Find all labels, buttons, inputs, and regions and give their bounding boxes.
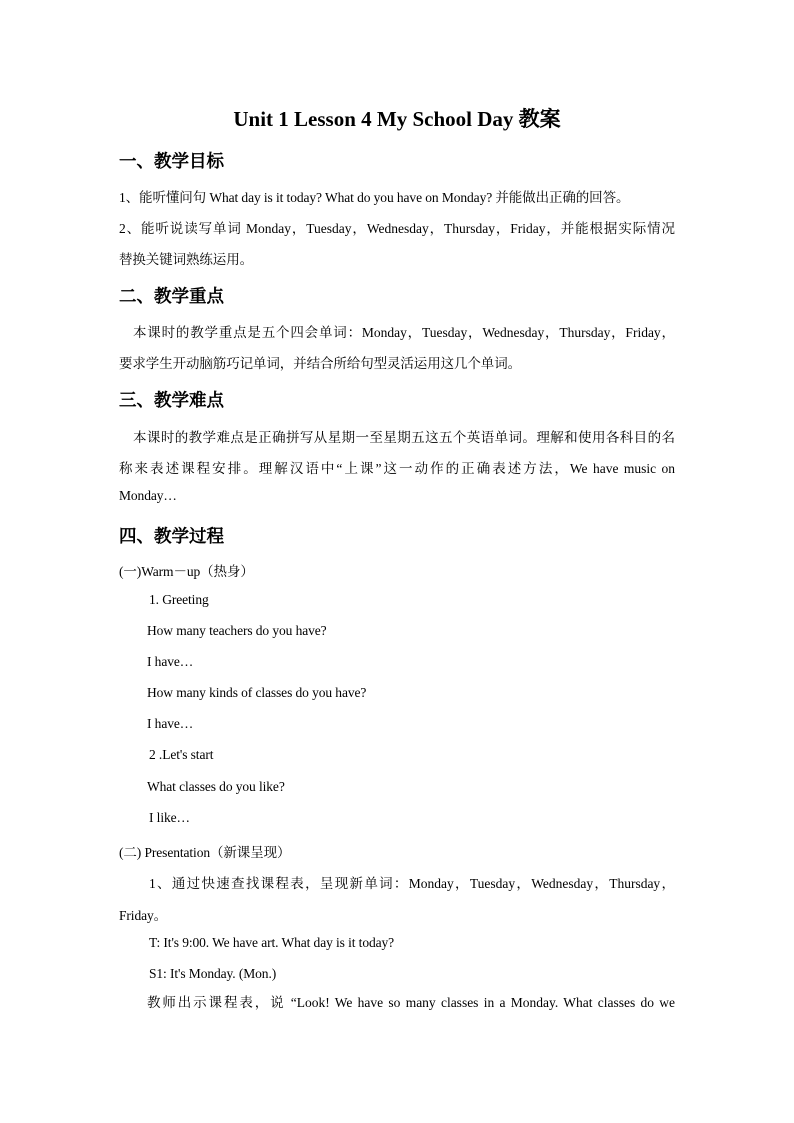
dialogue-line: What classes do you like? bbox=[147, 779, 285, 794]
list-item: 1. Greeting bbox=[149, 592, 209, 607]
paragraph-line: 替换关键词熟练运用。 bbox=[119, 252, 253, 267]
dialogue-line: How many teachers do you have? bbox=[147, 623, 327, 638]
section-heading-procedure: 四、教学过程 bbox=[119, 526, 224, 546]
section-heading-key-points: 二、教学重点 bbox=[119, 286, 224, 306]
list-item: 2 .Let's start bbox=[149, 747, 214, 762]
paragraph-line: Friday。 bbox=[119, 908, 168, 923]
paragraph-line: 本课时的教学重点是五个四会单词：Monday，Tuesday，Wednesday，Thursday，Friday， bbox=[133, 325, 675, 340]
paragraph-line: 称来表述课程安排。理解汉语中“上课”这一动作的正确表述方法，We have music on bbox=[119, 461, 675, 476]
dialogue-line: I like… bbox=[149, 810, 190, 825]
dialogue-line: I have… bbox=[147, 716, 194, 731]
dialogue-line: T: It's 9:00. We have art. What day is it today? bbox=[149, 935, 395, 950]
section-heading-difficulties: 三、教学难点 bbox=[119, 390, 224, 410]
dialogue-line: I have… bbox=[147, 654, 194, 669]
page-title: Unit 1 Lesson 4 My School Day 教案 bbox=[233, 107, 561, 131]
paragraph-line: 本课时的教学难点是正确拼写从星期一至星期五这五个英语单词。理解和使用各科目的名 bbox=[133, 430, 675, 445]
paragraph-line: 1、通过快速查找课程表，呈现新单词：Monday，Tuesday，Wednesday，Thursday， bbox=[149, 876, 675, 891]
subsection-heading: (一)Warm－up（热身） bbox=[119, 564, 254, 579]
section-heading-objectives: 一、教学目标 bbox=[119, 151, 224, 171]
paragraph-line: 要求学生开动脑筋巧记单词，并结合所给句型灵活运用这几个单词。 bbox=[119, 356, 521, 371]
paragraph-line: 1、能听懂问句 What day is it today? What do you have on Monday? 并能做出正确的回答。 bbox=[119, 190, 630, 205]
paragraph-line: 2、能听说读写单词 Monday，Tuesday，Wednesday，Thursday，Friday，并能根据实际情况 bbox=[119, 221, 675, 236]
paragraph-line: Monday… bbox=[119, 488, 177, 503]
paragraph-line: 教师出示课程表，说 “Look! We have so many classes in a Monday. What classes do we bbox=[147, 995, 675, 1010]
dialogue-line: How many kinds of classes do you have? bbox=[147, 685, 367, 700]
dialogue-line: S1: It's Monday. (Mon.) bbox=[149, 966, 277, 981]
subsection-heading: (二) Presentation（新课呈现） bbox=[119, 845, 291, 860]
